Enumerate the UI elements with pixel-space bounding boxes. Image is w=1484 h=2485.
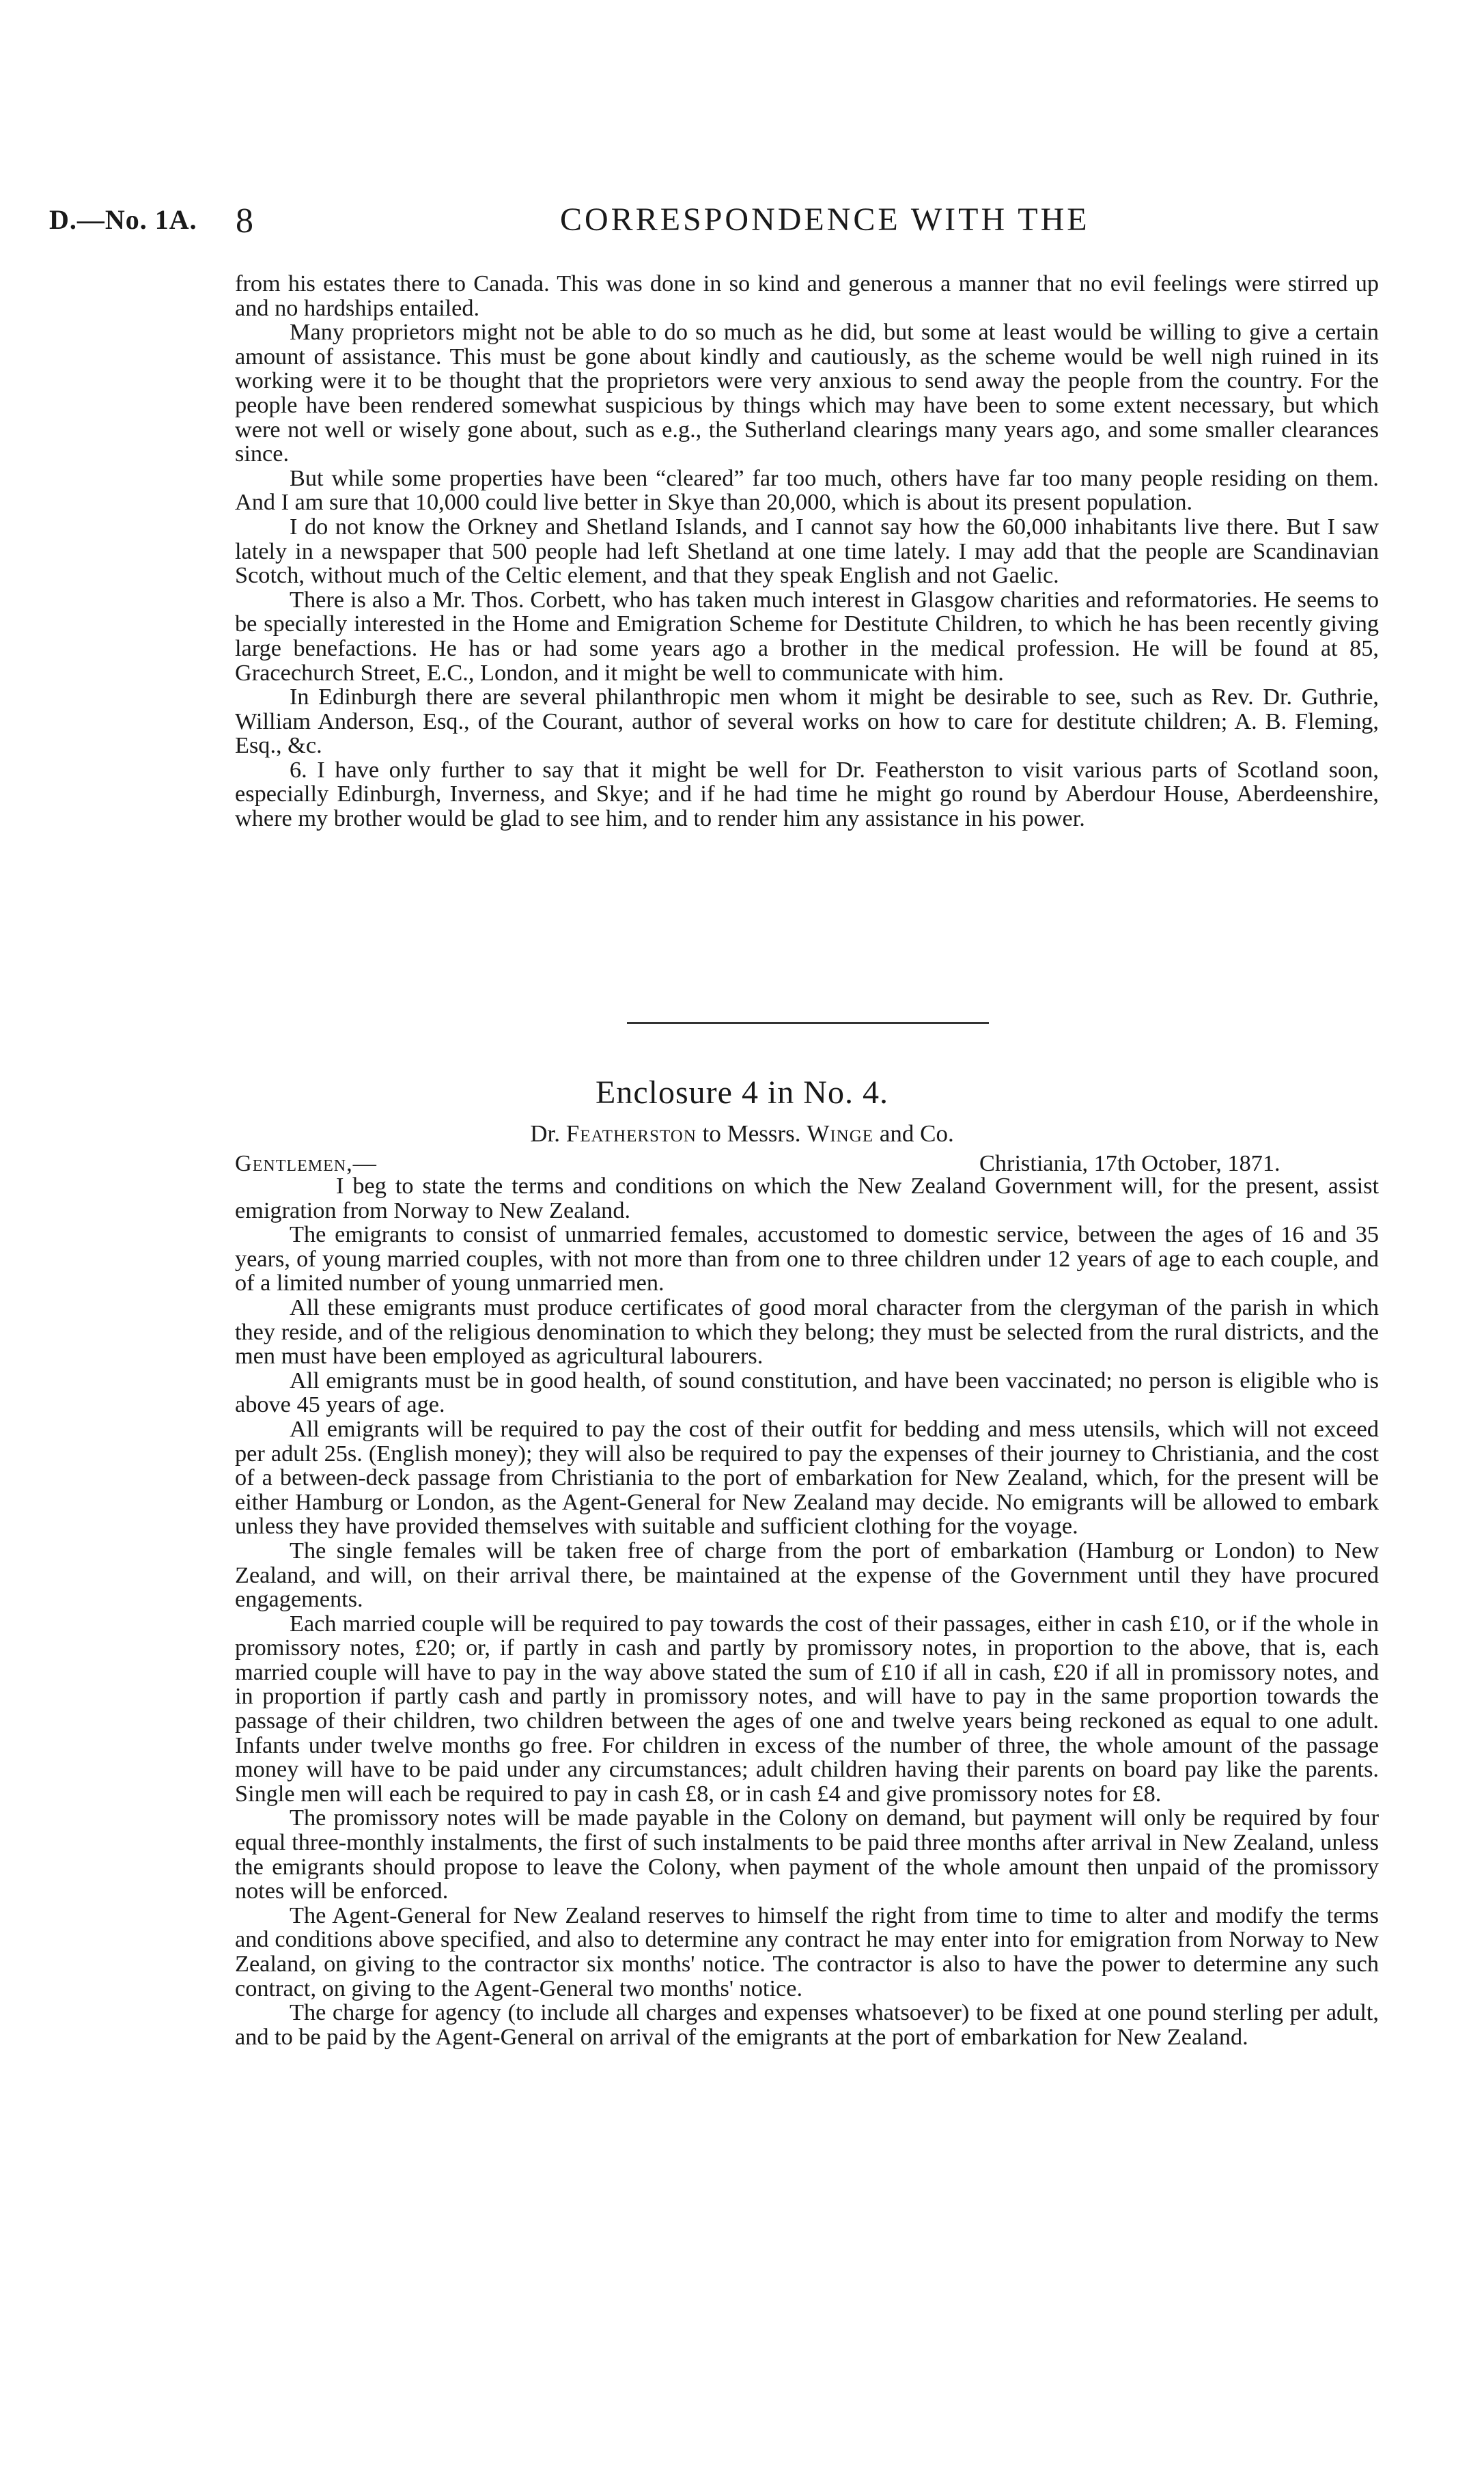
page-header <box>0 204 1484 251</box>
paragraph: In Edinburgh there are several philanthropic men whom it might be desirable to see, such as Rev. Dr. Guthrie, William Anderson, Esq., of the Courant, author of several works on how to care for destitute children; A. B. Fleming, Esq., &c. <box>235 684 1379 759</box>
recipient-name: Winge <box>807 1120 874 1147</box>
paragraph: The promissory notes will be made payable in the Colony on demand, but payment will only be required by four equal three-monthly instalments, the first of such instalments to be paid three months after arrival in New Zealand, unless the emigrants should propose to leave the Colony, when payment of the whole amount then unpaid of the promissory notes will be enforced. <box>235 1805 1379 1904</box>
enclosure-subheading: Dr. Featherston to Messrs. Winge and Co. <box>530 1120 954 1147</box>
paragraph: The Agent-General for New Zealand reserves to himself the right from time to time to alter and modify the terms and conditions above specified, and also to determine any contract he may enter into for emigration from Norway to New Zealand, on giving to the contractor six months' notice. The contractor is also to have the power to determine any such contract, on giving to the Agent-General two months' notice. <box>235 1902 1379 2001</box>
paragraph: I beg to state the terms and conditions on which the New Zealand Government will, for the present, assist emigration from Norway to New Zealand. <box>235 1173 1379 1223</box>
document-reference: D.—No. 1A. <box>49 204 197 235</box>
dateline: Christiania, 17th October, 1871. <box>979 1150 1280 1176</box>
sender-name: Featherston <box>565 1120 697 1147</box>
paragraph: All emigrants must be in good health, of sound constitution, and have been vaccinated; no person is eligible who is above 45 years of age. <box>235 1367 1379 1418</box>
page-number: 8 <box>236 202 253 240</box>
paragraph: Each married couple will be required to pay towards the cost of their passages, either in cash £10, or if the whole in promissory notes, £20; or, if partly in cash and partly by promissory notes, in proportion to the above, that is, each married couple will have to pay in the way above stated the sum of £10 if all in cash, £20 if all in promissory notes, and in proportion if partly cash and partly in promissory notes, and will have to pay in the same proportion towards the passage of their children, two children between the ages of one and twelve years being reckoned as equal to one adult. Infants under twelve months go free. For children in excess of the number of three, the whole amount of the passage money will have to be paid under any circumstances; adult children having their parents on board pay like the parents. Single men will each be required to pay in cash £8, or in cash £4 and give promissory notes for £8. <box>235 1610 1379 1807</box>
enclosure-body <box>235 1174 1379 2049</box>
salutation: Gentlemen,— <box>235 1150 377 1176</box>
paragraph: 6. I have only further to say that it might be well for Dr. Featherston to visit various parts of Scotland soon, especially Edinburgh, Inverness, and Skye; and if he had time he might go round by Aberdour House, Aberdeenshire, where my brother would be glad to see him, and to render him any assistance in his power. <box>235 756 1379 832</box>
section-divider <box>627 1022 989 1024</box>
paragraph: The emigrants to consist of unmarried females, accustomed to domestic service, between the ages of 16 and 35 years, of young married couples, with not more than from one to three children under 12 years of age to each couple, and of a limited number of young unmarried men. <box>235 1221 1379 1296</box>
paragraph: All emigrants will be required to pay the cost of their outfit for bedding and mess utensils, which will not exceed per adult 25s. (English money); they will also be required to pay the expenses of their journey to Christiania, and the cost of a between-deck passage from Christiania to the port of embarkation for New Zealand, which, for the present will be either Hamburg or London, as the Agent-General for New Zealand may decide. No emigrants will be allowed to embark unless they have provided themselves with suitable and sufficient clothing for the voyage. <box>235 1415 1379 1540</box>
paragraph: Many proprietors might not be able to do so much as he did, but some at least would be willing to give a certain amount of assistance. This must be gone about kindly and cautiously, as the scheme would be well nigh ruined in its working were it to be thought that the proprietors were very anxious to send away the people from the country. For the people have been rendered somewhat suspicious by things which may have been to some extent necessary, but which were not well or wisely gone about, such as e.g., the Sutherland clearings many years ago, and some smaller clearances since. <box>235 319 1379 467</box>
paragraph: The charge for agency (to include all charges and expenses whatsoever) to be fixed at one pound sterling per adult, and to be paid by the Agent-General on arrival of the emigrants at the port of embarkation for New Zealand. <box>235 1999 1379 2050</box>
paragraph: But while some properties have been “cleared” far too much, others have far too many people residing on them. And I am sure that 10,000 could live better in Skye than 20,000, which is about its present population. <box>235 464 1379 516</box>
enclosure-heading: Enclosure 4 in No. 4. <box>596 1074 888 1111</box>
paragraph: There is also a Mr. Thos. Corbett, who has taken much interest in Glasgow charities and reformatories. He seems to be specially interested in the Home and Emigration Scheme for Destitute Children, to which he has been recently giving large benefactions. He has or had some years ago a brother in the medical profession. He will be found at 85, Gracechurch Street, E.C., London, and it might be well to communicate with him. <box>235 586 1379 686</box>
paragraph: I do not know the Orkney and Shetland Islands, and I cannot say how the 60,000 inhabitants live there. But I saw lately in a newspaper that 500 people had left Shetland at one time lately. I may add that the people are Scandinavian Scotch, without much of the Celtic element, and that they speak English and not Gaelic. <box>235 513 1379 589</box>
running-title: CORRESPONDENCE WITH THE <box>560 202 1090 238</box>
paragraph: All these emigrants must produce certificates of good moral character from the clergyman of the parish in which they reside, and of the religious denomination to which they belong; they must be selected from the rural districts, and the men must have been employed as agricultural labourers. <box>235 1294 1379 1370</box>
paragraph: The single females will be taken free of charge from the port of embarkation (Hamburg or London) to New Zealand, and will, on their arrival there, be maintained at the expense of the Government until they have procured engagements. <box>235 1537 1379 1613</box>
paragraph: from his estates there to Canada. This was done in so kind and generous a manner that no evil feelings were stirred up and no hardships entailed. <box>235 270 1379 321</box>
letter-continuation <box>235 272 1379 831</box>
